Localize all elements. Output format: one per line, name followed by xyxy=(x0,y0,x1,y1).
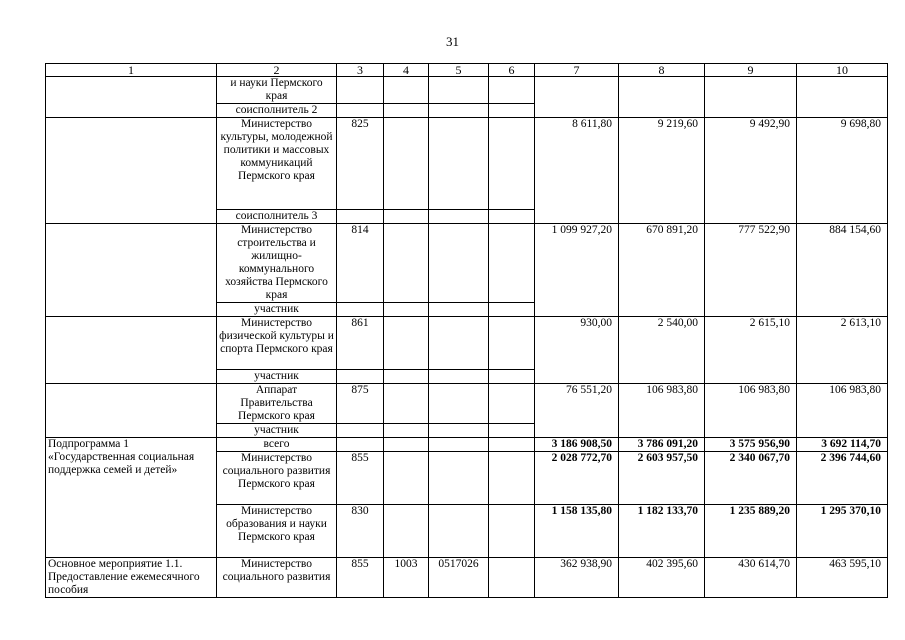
table-cell xyxy=(489,118,535,210)
table-cell xyxy=(46,224,217,317)
table-cell xyxy=(384,505,429,558)
role-cell: соисполнитель 3 xyxy=(217,210,337,224)
table-cell: Министерство социального развития Пермского края xyxy=(217,452,337,505)
amount-cell: 106 983,80 xyxy=(797,384,888,438)
table-cell xyxy=(384,303,429,317)
table-row xyxy=(46,384,888,424)
table-cell xyxy=(429,118,489,210)
table-cell xyxy=(384,452,429,505)
table-cell xyxy=(429,77,489,104)
table-cell: Министерство строительства и жилищно-коммунального хозяйства Пермского края xyxy=(217,224,337,303)
table-cell xyxy=(489,558,535,598)
amount-cell: 2 396 744,60 xyxy=(797,452,888,505)
table-cell: Министерство образования и науки Пермского края xyxy=(217,505,337,558)
table-row xyxy=(46,438,888,452)
header-cell: 7 xyxy=(535,64,619,77)
table-cell xyxy=(429,210,489,224)
table-cell xyxy=(384,104,429,118)
amount-cell: 76 551,20 xyxy=(535,384,619,438)
role-cell: участник xyxy=(217,303,337,317)
code-cell: 0517026 xyxy=(429,558,489,598)
table-cell xyxy=(384,210,429,224)
table-cell xyxy=(429,384,489,424)
amount-cell: 884 154,60 xyxy=(797,224,888,317)
header-cell: 5 xyxy=(429,64,489,77)
table-cell xyxy=(337,303,384,317)
amount-cell: 9 219,60 xyxy=(619,118,705,224)
amount-cell: 930,00 xyxy=(535,317,619,384)
table-cell xyxy=(429,438,489,452)
code-cell: 875 xyxy=(337,384,384,424)
table-cell xyxy=(429,303,489,317)
table-cell xyxy=(337,210,384,224)
table-cell: всего xyxy=(217,438,337,452)
table-cell xyxy=(429,317,489,370)
amount-cell: 777 522,90 xyxy=(705,224,797,317)
amount-cell: 9 698,80 xyxy=(797,118,888,224)
amount-cell: 2 615,10 xyxy=(705,317,797,384)
header-cell: 9 xyxy=(705,64,797,77)
amount-cell: 106 983,80 xyxy=(619,384,705,438)
table-cell xyxy=(384,370,429,384)
table-cell xyxy=(489,438,535,452)
table-cell xyxy=(489,77,535,104)
header-cell: 1 xyxy=(46,64,217,77)
table-cell xyxy=(489,224,535,303)
table-cell xyxy=(337,104,384,118)
header-cell: 10 xyxy=(797,64,888,77)
code-cell: 861 xyxy=(337,317,384,370)
table-cell xyxy=(429,370,489,384)
table-cell xyxy=(619,77,705,118)
table-cell xyxy=(46,384,217,438)
code-cell: 855 xyxy=(337,558,384,598)
amount-cell: 670 891,20 xyxy=(619,224,705,317)
amount-cell: 2 613,10 xyxy=(797,317,888,384)
budget-table xyxy=(45,63,888,598)
table-cell xyxy=(46,317,217,384)
table-cell xyxy=(489,452,535,505)
amount-cell: 3 692 114,70 xyxy=(797,438,888,452)
table-row xyxy=(46,77,888,104)
role-cell: соисполнитель 2 xyxy=(217,104,337,118)
amount-cell: 430 614,70 xyxy=(705,558,797,598)
header-cell: 3 xyxy=(337,64,384,77)
table-cell xyxy=(489,317,535,370)
table-cell xyxy=(384,224,429,303)
table-cell xyxy=(429,424,489,438)
table-cell xyxy=(797,77,888,118)
table-row xyxy=(46,224,888,303)
amount-cell: 402 395,60 xyxy=(619,558,705,598)
amount-cell: 2 603 957,50 xyxy=(619,452,705,505)
table-cell xyxy=(429,505,489,558)
header-cell: 8 xyxy=(619,64,705,77)
code-cell: 814 xyxy=(337,224,384,303)
role-cell: участник xyxy=(217,370,337,384)
table-cell xyxy=(337,424,384,438)
header-row xyxy=(46,64,888,77)
table-cell: Министерство физической культуры и спорта Пермского края xyxy=(217,317,337,370)
table-cell: Министерство социального развития xyxy=(217,558,337,598)
table-cell xyxy=(384,384,429,424)
table-cell: и науки Пермского края xyxy=(217,77,337,104)
table-cell xyxy=(489,303,535,317)
table-cell xyxy=(489,370,535,384)
code-cell: 1003 xyxy=(384,558,429,598)
amount-cell: 1 158 135,80 xyxy=(535,505,619,558)
page-number: 31 xyxy=(446,34,459,49)
table-cell xyxy=(337,438,384,452)
table-cell xyxy=(46,118,217,224)
amount-cell: 2 028 772,70 xyxy=(535,452,619,505)
code-cell: 830 xyxy=(337,505,384,558)
table-cell xyxy=(384,118,429,210)
amount-cell: 1 182 133,70 xyxy=(619,505,705,558)
table-cell xyxy=(705,77,797,118)
amount-cell: 1 295 370,10 xyxy=(797,505,888,558)
table-cell xyxy=(429,104,489,118)
amount-cell: 1 235 889,20 xyxy=(705,505,797,558)
header-cell: 6 xyxy=(489,64,535,77)
table-cell xyxy=(535,77,619,118)
amount-cell: 1 099 927,20 xyxy=(535,224,619,317)
amount-cell: 9 492,90 xyxy=(705,118,797,224)
activity-label: Основное мероприятие 1.1. Предоставление ежемесячного пособия xyxy=(46,558,217,598)
amount-cell: 106 983,80 xyxy=(705,384,797,438)
table-cell xyxy=(384,438,429,452)
amount-cell: 8 611,80 xyxy=(535,118,619,224)
table-cell xyxy=(337,370,384,384)
subprogram-label: Подпрограмма 1 «Государственная социальная поддержка семей и детей» xyxy=(46,438,217,558)
amount-cell: 3 575 956,90 xyxy=(705,438,797,452)
table-cell: Аппарат Правительства Пермского края xyxy=(217,384,337,424)
table-cell xyxy=(46,77,217,118)
code-cell: 825 xyxy=(337,118,384,210)
amount-cell: 2 540,00 xyxy=(619,317,705,384)
table-cell xyxy=(489,104,535,118)
amount-cell: 362 938,90 xyxy=(535,558,619,598)
table-cell xyxy=(489,424,535,438)
code-cell: 855 xyxy=(337,452,384,505)
table-cell xyxy=(384,77,429,104)
table-row xyxy=(46,118,888,210)
table-cell xyxy=(429,224,489,303)
header-cell: 2 xyxy=(217,64,337,77)
table-cell xyxy=(489,210,535,224)
table-cell xyxy=(429,452,489,505)
table-cell xyxy=(384,317,429,370)
table-cell xyxy=(489,384,535,424)
amount-cell: 2 340 067,70 xyxy=(705,452,797,505)
table-cell: Министерство культуры, молодежной политики и массовых коммуникаций Пермского края xyxy=(217,118,337,210)
role-cell: участник xyxy=(217,424,337,438)
table-cell xyxy=(337,77,384,104)
header-cell: 4 xyxy=(384,64,429,77)
table-row xyxy=(46,317,888,370)
amount-cell: 3 786 091,20 xyxy=(619,438,705,452)
amount-cell: 3 186 908,50 xyxy=(535,438,619,452)
amount-cell: 463 595,10 xyxy=(797,558,888,598)
table-cell xyxy=(489,505,535,558)
table-cell xyxy=(384,424,429,438)
table-row xyxy=(46,558,888,598)
